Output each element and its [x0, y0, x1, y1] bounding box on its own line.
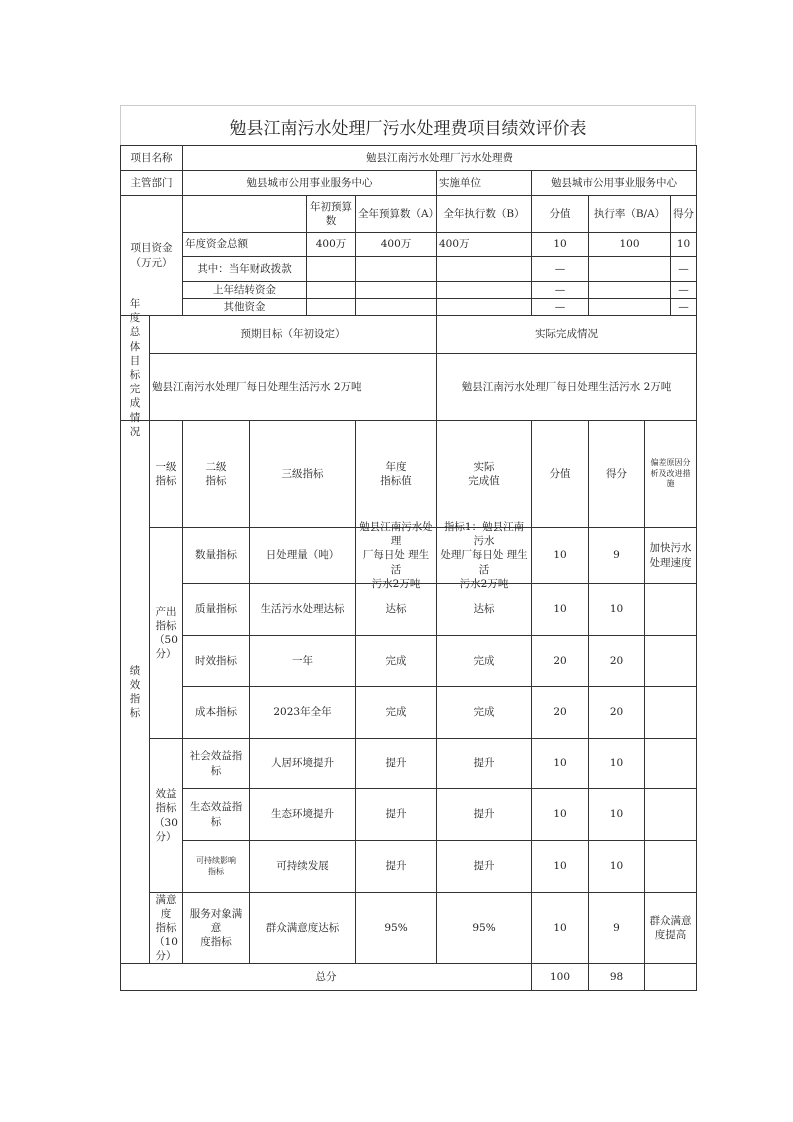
total-note — [644, 963, 697, 991]
indicator-note — [644, 635, 697, 687]
funds-row-name: 上年结转资金 — [182, 281, 307, 299]
performance-label: 绩 效 指 标 — [120, 420, 150, 964]
goals-actual: 勉县江南污水处理厂每日处理生活污水 2万吨 — [436, 353, 697, 421]
funds-cell: 400万 — [355, 232, 437, 257]
total-label: 总分 — [120, 963, 532, 991]
funds-header-blank — [182, 195, 307, 233]
funds-cell — [588, 298, 671, 316]
funds-cell — [355, 298, 437, 316]
indicator-target: 提升 — [355, 738, 437, 789]
indicator-score-value: 20 — [531, 635, 589, 687]
funds-cell: — — [531, 256, 589, 282]
indicator-note — [644, 686, 697, 739]
indicator-score-value: 10 — [531, 738, 589, 789]
indicator-actual: 提升 — [436, 840, 532, 893]
funds-cell: — — [531, 298, 589, 316]
indicator-actual: 完成 — [436, 686, 532, 739]
indicator-score-value: 10 — [531, 840, 589, 893]
funds-cell — [306, 256, 356, 282]
funds-cell — [436, 298, 532, 316]
performance-header: 得分 — [588, 420, 645, 528]
funds-header: 分值 — [531, 195, 589, 233]
indicator-score-value: 10 — [531, 583, 589, 636]
indicator-level3: 生活污水处理达标 — [249, 583, 356, 636]
funds-cell — [436, 281, 532, 299]
page-title: 勉县江南污水处理厂污水处理费项目绩效评价表 — [120, 105, 696, 146]
funds-cell — [355, 281, 437, 299]
indicator-level2: 成本指标 — [182, 686, 250, 739]
project-name-label: 项目名称 — [120, 145, 183, 171]
indicator-target: 提升 — [355, 840, 437, 893]
performance-header: 二级 指标 — [182, 420, 250, 528]
dept-label: 主管部门 — [120, 170, 183, 196]
funds-cell: — — [670, 281, 697, 299]
group-output: 产出 指标 （50 分） — [149, 527, 183, 739]
performance-header: 一级 指标 — [149, 420, 183, 528]
group-benefit: 效益 指标 （30 分） — [149, 738, 183, 893]
indicator-score: 20 — [588, 686, 645, 739]
indicator-score: 9 — [588, 892, 645, 964]
funds-cell: 400万 — [306, 232, 356, 257]
funds-row-name: 其中：当年财政拨款 — [182, 256, 307, 282]
indicator-score: 10 — [588, 840, 645, 893]
funds-cell: 10 — [670, 232, 697, 257]
indicator-note: 群众满意 度提高 — [644, 892, 697, 964]
performance-header: 三级指标 — [249, 420, 356, 528]
indicator-target: 完成 — [355, 635, 437, 687]
indicator-level2: 数量指标 — [182, 527, 250, 584]
goals-expected-header: 预期目标（年初设定） — [149, 315, 437, 354]
funds-header: 全年预算数（A） — [355, 195, 437, 233]
indicator-note — [644, 583, 697, 636]
dept-value: 勉县城市公用事业服务中心 — [182, 170, 437, 196]
funds-header: 全年执行数（B） — [436, 195, 532, 233]
indicator-score-value: 10 — [531, 788, 589, 841]
indicator-level3: 一年 — [249, 635, 356, 687]
performance-header: 年度 指标值 — [355, 420, 437, 528]
indicator-level3: 2023年全年 — [249, 686, 356, 739]
funds-label: 项目资金 （万元） — [120, 195, 183, 316]
indicator-level2: 服务对象满意 度指标 — [182, 892, 250, 964]
indicator-actual: 提升 — [436, 738, 532, 789]
indicator-target: 95% — [355, 892, 437, 964]
indicator-target: 达标 — [355, 583, 437, 636]
indicator-actual: 达标 — [436, 583, 532, 636]
funds-header: 执行率（B/A） — [588, 195, 671, 233]
funds-cell — [306, 281, 356, 299]
indicator-target: 提升 — [355, 788, 437, 841]
funds-cell — [306, 298, 356, 316]
indicator-level3: 日处理量（吨） — [249, 527, 356, 584]
funds-cell: 400万 — [436, 232, 532, 257]
indicator-actual: 指标1：勉县江南污水 处理厂每日处 理生活 污水2万吨 — [436, 527, 532, 584]
indicator-level3: 生态环境提升 — [249, 788, 356, 841]
goals-actual-header: 实际完成情况 — [436, 315, 697, 354]
funds-header: 得分 — [670, 195, 697, 233]
indicator-score: 10 — [588, 738, 645, 789]
funds-cell — [436, 256, 532, 282]
indicator-actual: 提升 — [436, 788, 532, 841]
indicator-level3: 群众满意度达标 — [249, 892, 356, 964]
indicator-level3: 人居环境提升 — [249, 738, 356, 789]
indicator-target: 勉县江南污水处理 厂每日处 理生活 污水2万吨 — [355, 527, 437, 584]
indicator-note — [644, 840, 697, 893]
funds-cell: 100 — [588, 232, 671, 257]
indicator-target: 完成 — [355, 686, 437, 739]
performance-header: 实际 完成值 — [436, 420, 532, 528]
funds-row-name: 其他资金 — [182, 298, 307, 316]
total-score: 98 — [588, 963, 645, 991]
funds-cell — [588, 256, 671, 282]
indicator-score: 10 — [588, 788, 645, 841]
indicator-score: 20 — [588, 635, 645, 687]
indicator-actual: 完成 — [436, 635, 532, 687]
indicator-actual: 95% — [436, 892, 532, 964]
indicator-note: 加快污水 处理速度 — [644, 527, 697, 584]
indicator-level2: 生态效益指标 — [182, 788, 250, 841]
goals-label: 年度 总体 目标 完成 情况 — [120, 315, 150, 421]
funds-cell — [588, 281, 671, 299]
indicator-score: 10 — [588, 583, 645, 636]
funds-header: 年初预算 数 — [306, 195, 356, 233]
impl-value: 勉县城市公用事业服务中心 — [531, 170, 697, 196]
indicator-level2: 质量指标 — [182, 583, 250, 636]
indicator-score-value: 20 — [531, 686, 589, 739]
goals-expected: 勉县江南污水处理厂每日处理生活污水 2万吨 — [149, 353, 437, 421]
group-satisfaction: 满意 度 指标 （10 分） — [149, 892, 183, 964]
indicator-level2: 时效指标 — [182, 635, 250, 687]
funds-cell — [355, 256, 437, 282]
indicator-level2: 社会效益指标 — [182, 738, 250, 789]
funds-row-name: 年度资金总额 — [182, 232, 307, 257]
total-value: 100 — [531, 963, 589, 991]
indicator-level3: 可持续发展 — [249, 840, 356, 893]
indicator-score-value: 10 — [531, 527, 589, 584]
indicator-note — [644, 788, 697, 841]
impl-label: 实施单位 — [436, 170, 532, 196]
indicator-score: 9 — [588, 527, 645, 584]
indicator-note — [644, 738, 697, 789]
funds-cell: 10 — [531, 232, 589, 257]
indicator-level2: 可持续影响 指标 — [182, 840, 250, 893]
performance-header: 偏差原因分 析及改进措 施 — [644, 420, 697, 528]
funds-cell: — — [670, 298, 697, 316]
funds-cell: — — [670, 256, 697, 282]
indicator-score-value: 10 — [531, 892, 589, 964]
project-name-value: 勉县江南污水处理厂污水处理费 — [182, 145, 697, 171]
funds-cell: — — [531, 281, 589, 299]
performance-header: 分值 — [531, 420, 589, 528]
